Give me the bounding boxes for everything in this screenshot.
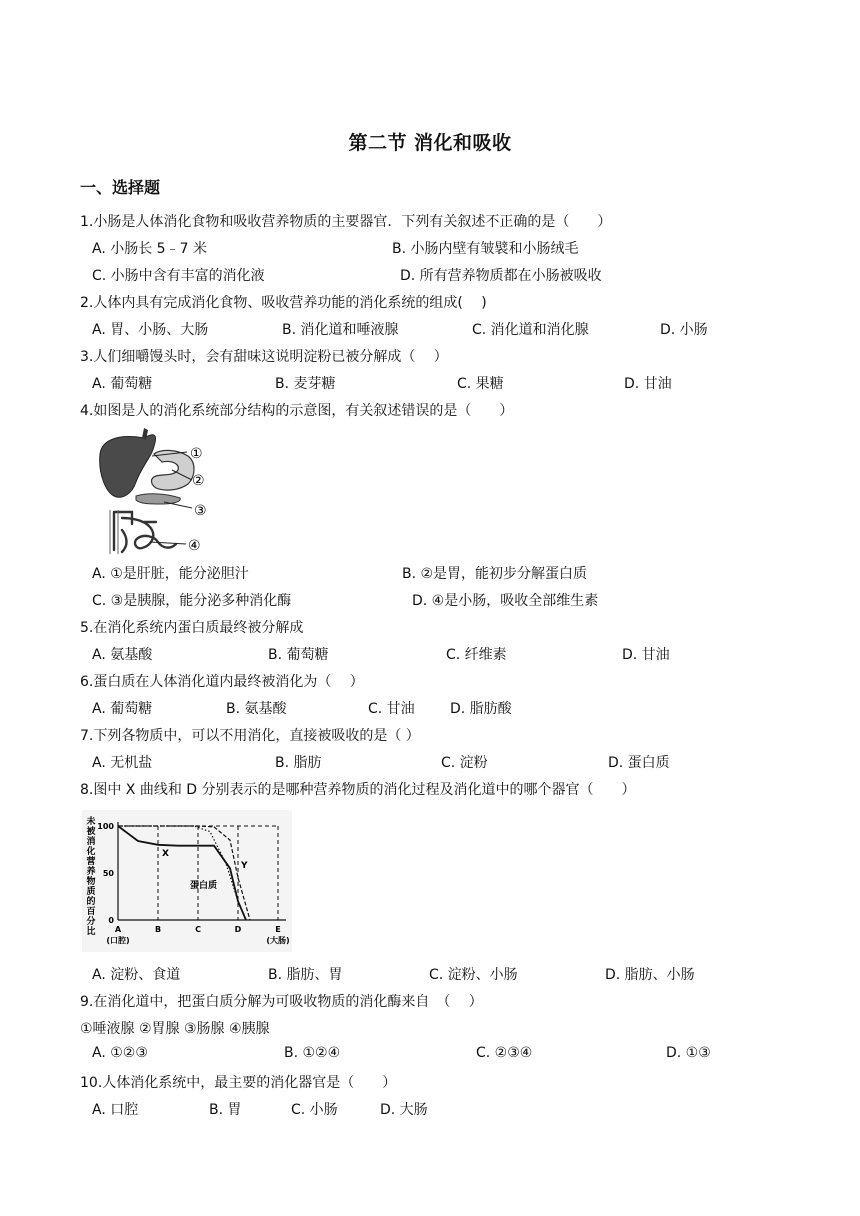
x-tick-label: B xyxy=(154,925,162,934)
question-7-option-d[interactable]: D. 蛋白质 xyxy=(608,755,670,771)
question-3-option-a[interactable]: A. 葡萄糖 xyxy=(92,376,153,392)
question-1-option-d[interactable]: D. 所有营养物质都在小肠被吸收 xyxy=(400,268,602,284)
question-9-stem: 9.在消化道中，把蛋白质分解为可吸收物质的消化酶来自 （ ） xyxy=(80,994,483,1010)
x-tick-label: C xyxy=(195,925,201,934)
figure-label-1: ① xyxy=(190,446,203,462)
question-2-option-b[interactable]: B. 消化道和唾液腺 xyxy=(282,322,399,338)
question-4-stem: 4.如图是人的消化系统部分结构的示意图，有关叙述错误的是（ ） xyxy=(80,403,514,419)
y-axis-label-char: 被 xyxy=(86,827,96,837)
y-axis-label xyxy=(85,815,96,937)
question-7-option-c[interactable]: C. 淀粉 xyxy=(441,755,488,771)
question-5-stem: 5.在消化系统内蛋白质最终被分解成 xyxy=(80,620,304,636)
question-10-option-d[interactable]: D. 大肠 xyxy=(380,1102,428,1118)
question-6-option-b[interactable]: B. 氨基酸 xyxy=(226,701,287,717)
question-2-option-c[interactable]: C. 消化道和消化腺 xyxy=(472,322,589,338)
question-1-option-a[interactable]: A. 小肠长 5﹣7 米 xyxy=(92,241,207,257)
question-2-stem: 2.人体内具有完成消化食物、吸收营养功能的消化系统的组成( ) xyxy=(80,295,487,311)
question-10-option-c[interactable]: C. 小肠 xyxy=(291,1102,338,1118)
question-6-option-d[interactable]: D. 脂肪酸 xyxy=(450,701,512,717)
y-axis-label-char: 分 xyxy=(86,917,96,927)
x-tick-label: D xyxy=(234,925,242,934)
question-10-option-a[interactable]: A. 口腔 xyxy=(92,1102,139,1118)
question-3-option-c[interactable]: C. 果糖 xyxy=(457,376,504,392)
question-4-option-d[interactable]: D. ④是小肠，吸收全部维生素 xyxy=(412,593,599,609)
page-title: 第二节 消化和吸收 xyxy=(348,132,512,154)
question-5-option-c[interactable]: C. 纤维素 xyxy=(446,647,507,663)
y-axis-label-char: 养 xyxy=(86,867,96,877)
x-tick-note: (口腔) xyxy=(106,936,130,945)
question-1-option-c[interactable]: C. 小肠中含有丰富的消化液 xyxy=(92,268,265,284)
question-6-option-a[interactable]: A. 葡萄糖 xyxy=(92,701,153,717)
question-8-option-c[interactable]: C. 淀粉、小肠 xyxy=(429,967,518,983)
question-6-option-c[interactable]: C. 甘油 xyxy=(368,701,415,717)
y-axis-label-char: 物 xyxy=(86,877,96,887)
figure-label-2: ② xyxy=(192,473,205,489)
y-tick-label: 0 xyxy=(108,916,114,925)
intestine-shape xyxy=(114,512,176,552)
question-3-option-d[interactable]: D. 甘油 xyxy=(624,376,672,392)
digestion-curve-chart xyxy=(82,810,292,952)
figure-label-4: ④ xyxy=(188,538,201,554)
annotation-protein: 蛋白质 xyxy=(190,881,218,891)
question-8-option-b[interactable]: B. 脂肪、胃 xyxy=(268,967,343,983)
y-axis-label-char: 比 xyxy=(86,927,96,937)
question-8-option-a[interactable]: A. 淀粉、食道 xyxy=(92,967,181,983)
liver-shape xyxy=(100,435,156,498)
question-6-stem: 6.蛋白质在人体消化道内最终被消化为（ ） xyxy=(80,674,364,690)
question-1-option-b[interactable]: B. 小肠内壁有皱襞和小肠绒毛 xyxy=(392,241,579,257)
question-9-option-d[interactable]: D. ①③ xyxy=(666,1045,711,1061)
question-8-stem: 8.图中 X 曲线和 D 分别表示的是哪种营养物质的消化过程及消化道中的哪个器官（ ） xyxy=(80,782,636,798)
question-2-option-a[interactable]: A. 胃、小肠、大肠 xyxy=(92,322,209,338)
y-axis-label-char: 的 xyxy=(86,897,96,907)
x-tick-note: (大肠) xyxy=(266,936,290,945)
question-7-option-a[interactable]: A. 无机盐 xyxy=(92,755,153,771)
y-axis-label-char: 未 xyxy=(86,817,96,827)
y-axis-label-char: 消 xyxy=(86,837,96,847)
pancreas-shape xyxy=(136,494,180,504)
question-2-option-d[interactable]: D. 小肠 xyxy=(660,322,708,338)
question-4-option-a[interactable]: A. ①是肝脏，能分泌胆汁 xyxy=(92,566,249,582)
question-4-option-c[interactable]: C. ③是胰腺，能分泌多种消化酶 xyxy=(92,593,292,609)
question-9-substem: ①唾液腺 ②胃腺 ③肠腺 ④胰腺 xyxy=(80,1021,270,1037)
digestive-system-figure xyxy=(92,426,222,558)
y-axis-label-char: 百 xyxy=(86,907,96,917)
question-1-stem: 1.小肠是人体消化食物和吸收营养物质的主要器官．下列有关叙述不正确的是（ ） xyxy=(80,214,612,230)
question-9-option-a[interactable]: A. ①②③ xyxy=(92,1045,148,1061)
y-axis-label-char: 营 xyxy=(86,857,96,867)
y-tick-label: 100 xyxy=(97,822,114,831)
section-heading: 一、选择题 xyxy=(80,178,161,197)
question-4-option-b[interactable]: B. ②是胃，能初步分解蛋白质 xyxy=(402,566,588,582)
question-5-option-a[interactable]: A. 氨基酸 xyxy=(92,647,153,663)
y-axis-label-char: 质 xyxy=(86,887,96,897)
figure-label-3: ③ xyxy=(194,503,207,519)
question-8-option-d[interactable]: D. 脂肪、小肠 xyxy=(605,967,695,983)
annotation-x: X xyxy=(162,849,169,859)
question-3-option-b[interactable]: B. 麦芽糖 xyxy=(275,376,336,392)
x-tick-label: A xyxy=(114,925,122,934)
question-7-option-b[interactable]: B. 脂肪 xyxy=(275,755,322,771)
y-axis-label-char: 化 xyxy=(86,847,96,857)
question-7-stem: 7.下列各物质中，可以不用消化，直接被吸收的是（ ） xyxy=(80,728,420,744)
question-5-option-b[interactable]: B. 葡萄糖 xyxy=(268,647,329,663)
question-3-stem: 3.人们细嚼馒头时，会有甜味这说明淀粉已被分解成（ ） xyxy=(80,349,448,365)
question-9-option-c[interactable]: C. ②③④ xyxy=(476,1045,533,1061)
question-5-option-d[interactable]: D. 甘油 xyxy=(622,647,670,663)
question-10-option-b[interactable]: B. 胃 xyxy=(209,1102,242,1118)
annotation-y: Y xyxy=(241,861,248,871)
question-9-option-b[interactable]: B. ①②④ xyxy=(284,1045,341,1061)
y-tick-label: 50 xyxy=(102,869,114,878)
question-10-stem: 10.人体消化系统中，最主要的消化器官是（ ） xyxy=(80,1075,397,1091)
x-tick-label: E xyxy=(275,925,281,934)
